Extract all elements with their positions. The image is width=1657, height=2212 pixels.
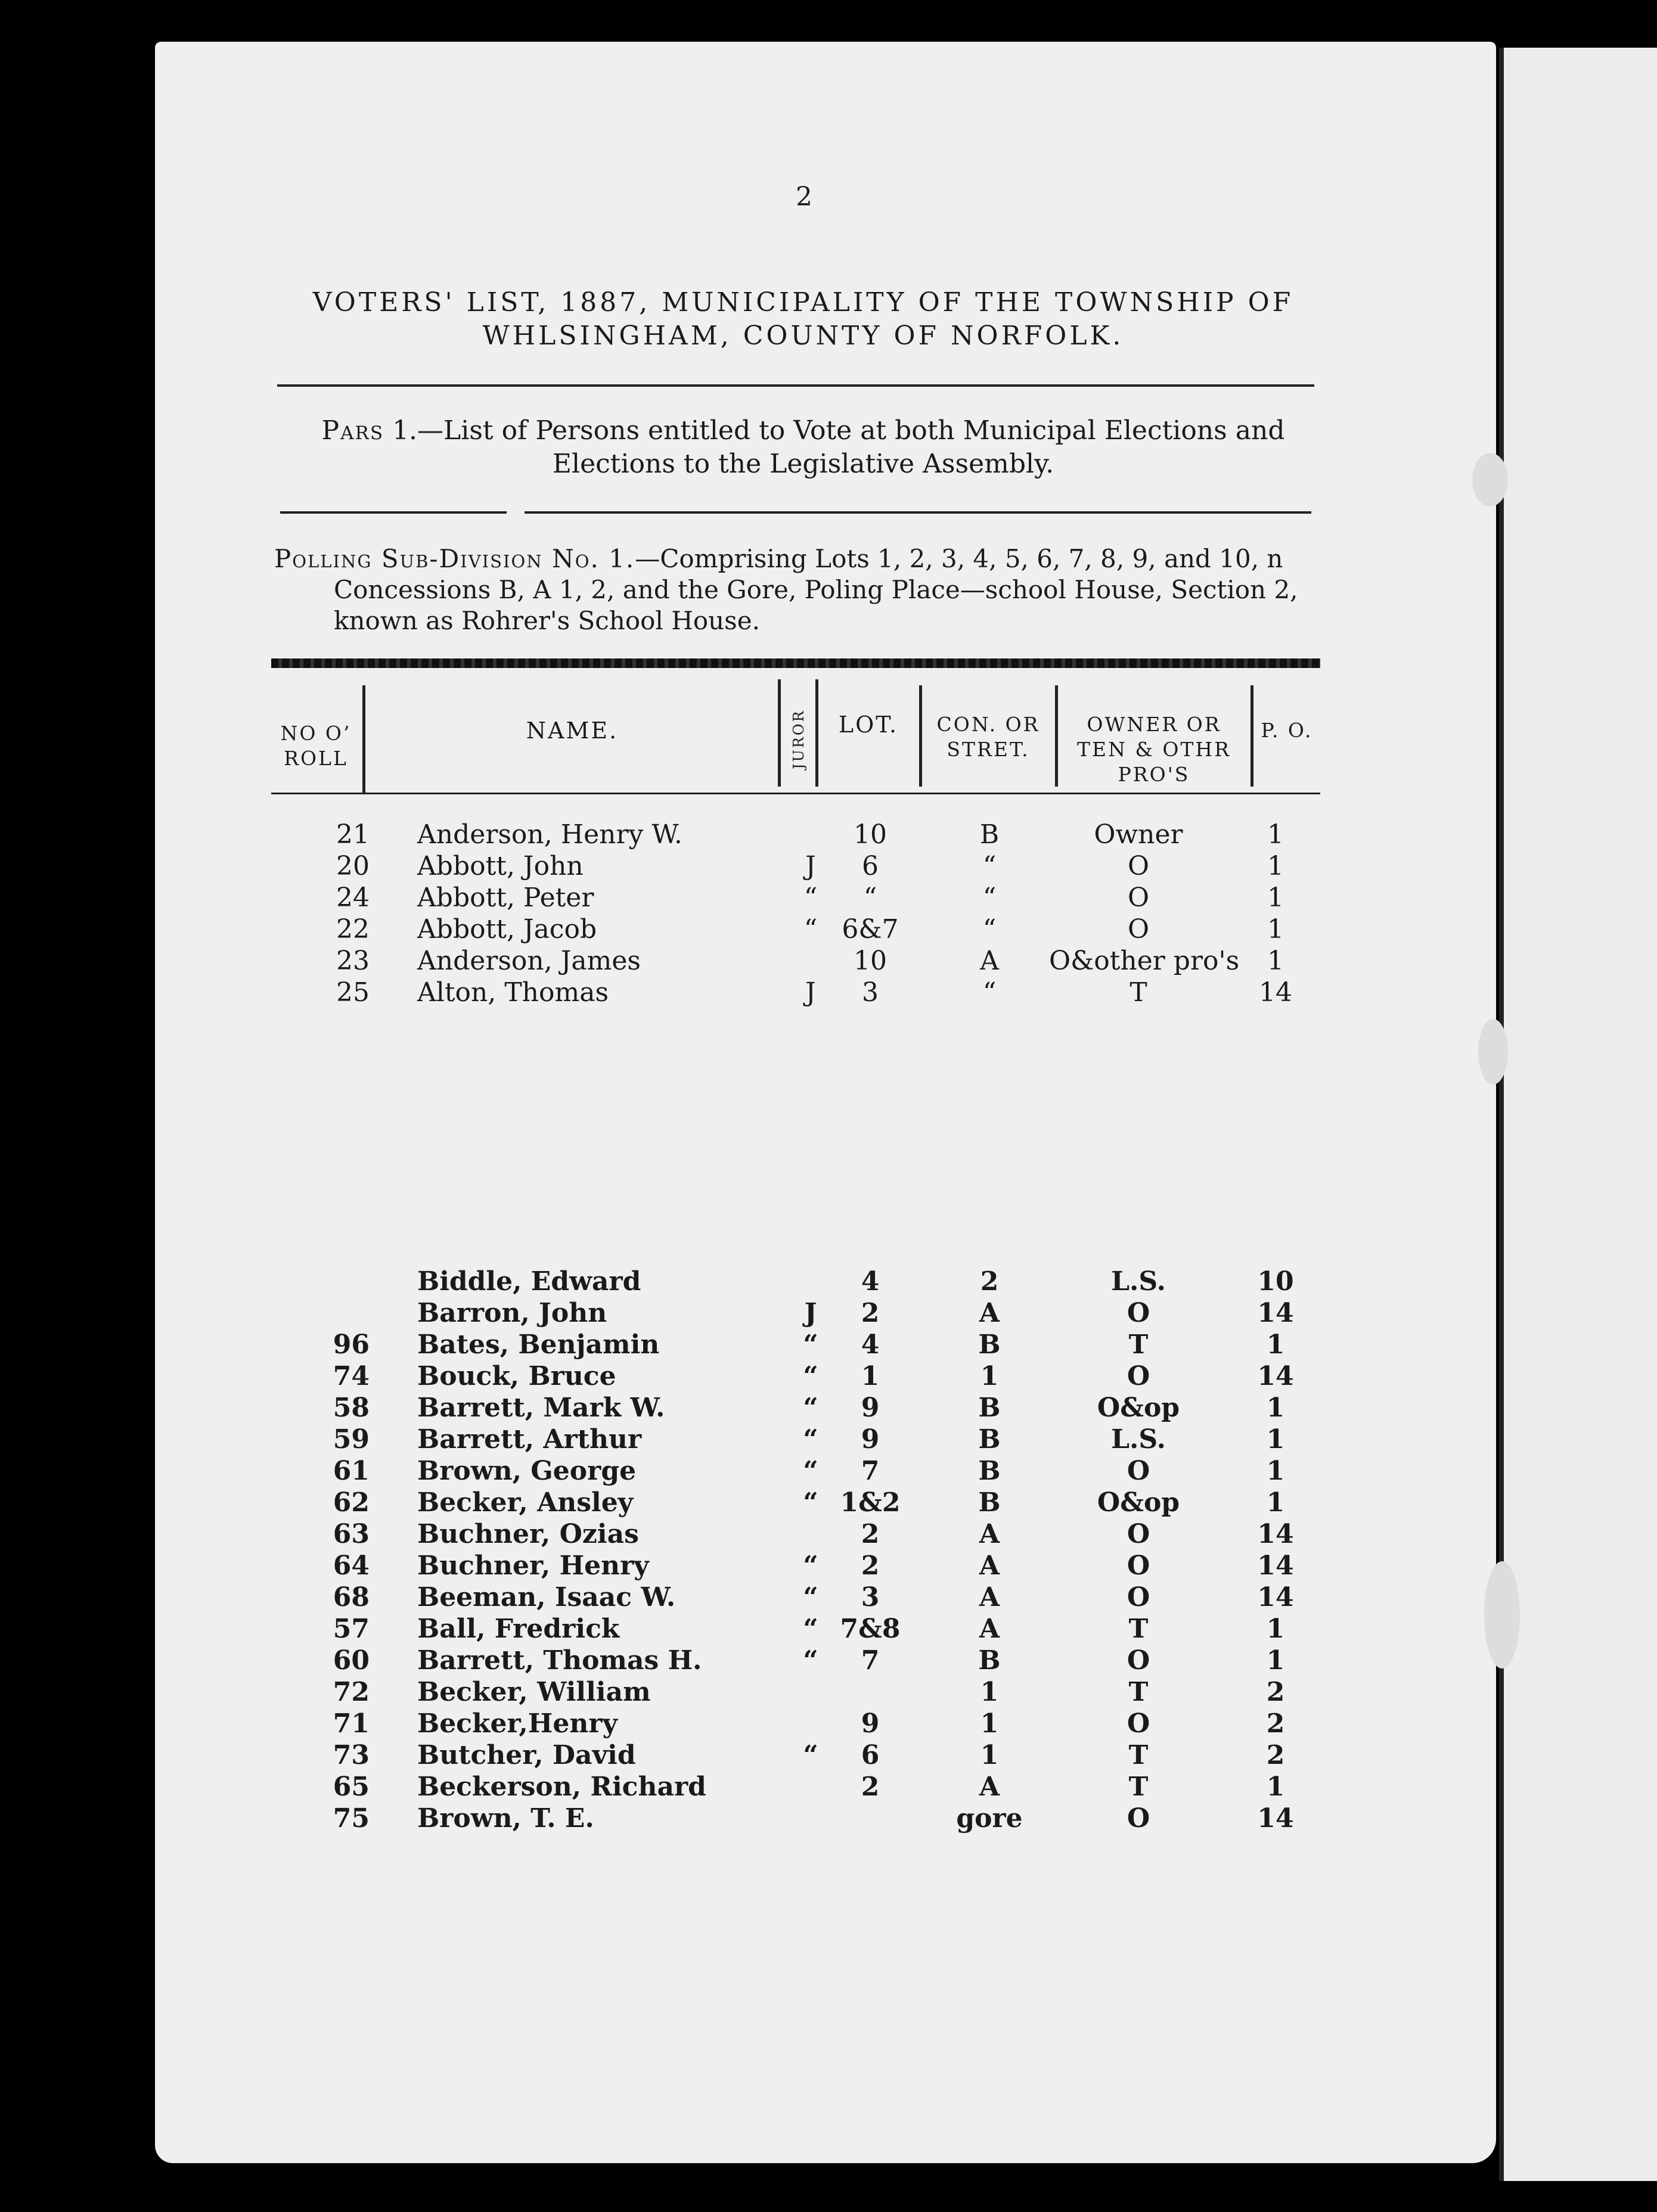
polling-lead: Polling Sub-Division No. 1. <box>274 544 635 573</box>
polling-subdivision <box>274 543 1389 636</box>
concession: “ <box>982 851 997 881</box>
voter-name: Barron, John <box>417 1298 607 1328</box>
concession: A <box>979 1298 1000 1328</box>
voter-name: Beeman, Isaac W. <box>417 1582 676 1613</box>
voter-name: Buchner, Ozias <box>417 1519 639 1549</box>
voter-name: Anderson, Henry W. <box>417 819 682 850</box>
concession: “ <box>982 914 997 945</box>
part-heading <box>280 414 1326 481</box>
roll-number: 63 <box>333 1519 370 1549</box>
roll-number: 23 <box>336 946 370 976</box>
post-office: 14 <box>1259 977 1292 1008</box>
concession: 2 <box>980 1266 999 1297</box>
owner-tenant: O <box>1127 914 1150 945</box>
post-office: 14 <box>1257 1361 1294 1391</box>
owner-tenant: T <box>1128 1677 1149 1707</box>
juror-mark: “ <box>803 1740 818 1770</box>
table-row <box>0 1456 1657 1488</box>
divider-rule-left <box>280 511 507 514</box>
voter-name: Brown, T. E. <box>417 1803 594 1834</box>
col-divider <box>919 685 922 787</box>
juror-mark: “ <box>803 1614 818 1644</box>
owner-tenant: T <box>1128 1614 1149 1644</box>
voter-name: Butcher, David <box>417 1740 636 1770</box>
voter-name: Anderson, James <box>417 946 641 976</box>
lot: 9 <box>861 1393 880 1423</box>
lot: 2 <box>861 1298 880 1328</box>
voter-name: Abbott, John <box>417 851 584 881</box>
owner-tenant: L.S. <box>1111 1424 1166 1455</box>
concession: 1 <box>980 1740 999 1770</box>
table-row <box>0 1424 1657 1456</box>
juror-mark: “ <box>803 1551 818 1581</box>
lot: 2 <box>861 1519 880 1549</box>
roll-number: 20 <box>336 851 370 881</box>
juror-mark: “ <box>803 1329 818 1360</box>
juror-mark: J <box>804 1298 817 1328</box>
lot: 9 <box>861 1708 880 1739</box>
roll-number: 71 <box>333 1708 370 1739</box>
juror-mark: “ <box>803 1424 818 1455</box>
header-con: CON. OR STRET. <box>936 713 1040 761</box>
juror-mark: “ <box>803 914 818 945</box>
juror-mark: “ <box>803 1582 818 1613</box>
voter-name: Beckerson, Richard <box>417 1772 706 1802</box>
roll-number: 24 <box>336 883 370 913</box>
post-office: 1 <box>1266 1424 1285 1455</box>
roll-number: 59 <box>333 1424 370 1455</box>
lot: 3 <box>862 977 879 1008</box>
title-line-2: WHLSINGHAM, COUNTY OF NORFOLK. <box>482 321 1124 351</box>
owner-tenant: L.S. <box>1111 1266 1166 1297</box>
roll-number: 60 <box>333 1645 370 1676</box>
voter-name: Becker, William <box>417 1677 651 1707</box>
owner-tenant: Owner <box>1094 819 1183 850</box>
roll-number: 25 <box>336 977 370 1008</box>
paper-tear <box>1478 1019 1508 1085</box>
voter-name: Barrett, Arthur <box>417 1424 642 1455</box>
voter-name: Ball, Fredrick <box>417 1614 620 1644</box>
post-office: 1 <box>1266 1393 1285 1423</box>
voter-name: Abbott, Jacob <box>417 914 597 945</box>
paper-tear <box>1484 1561 1520 1669</box>
lot: 2 <box>861 1772 880 1802</box>
table-row <box>0 1298 1657 1330</box>
juror-mark: J <box>805 977 816 1008</box>
roll-number: 58 <box>333 1393 370 1423</box>
concession: gore <box>956 1803 1023 1834</box>
table-row <box>0 851 1657 883</box>
owner-tenant: O <box>1127 1582 1150 1613</box>
owner-tenant: O&op <box>1097 1487 1180 1518</box>
table-row <box>0 1329 1657 1362</box>
table-row <box>0 819 1657 852</box>
table-row <box>0 1645 1657 1677</box>
juror-mark: J <box>805 851 816 881</box>
concession: B <box>978 1456 1001 1486</box>
post-office: 1 <box>1267 883 1284 913</box>
header-juror: JUROR <box>790 709 807 769</box>
juror-mark: “ <box>803 883 818 913</box>
concession: B <box>978 1424 1001 1455</box>
voter-name: Barrett, Thomas H. <box>417 1645 702 1676</box>
table-row <box>0 883 1657 915</box>
voter-name: Becker, Ansley <box>417 1487 634 1518</box>
concession: “ <box>982 883 997 913</box>
roll-number: 22 <box>336 914 370 945</box>
concession: B <box>978 1487 1001 1518</box>
lot: 7 <box>861 1645 880 1676</box>
lot: 7&8 <box>840 1614 901 1644</box>
owner-tenant: O <box>1127 1551 1150 1581</box>
table-row <box>0 946 1657 978</box>
voter-name: Bouck, Bruce <box>417 1361 616 1391</box>
owner-tenant: T <box>1128 1740 1149 1770</box>
header-owner: OWNER OR TEN & OTHR PRO'S <box>1076 713 1231 786</box>
post-office: 2 <box>1266 1708 1285 1739</box>
roll-number: 21 <box>336 819 370 850</box>
table-top-rule <box>271 658 1320 668</box>
part-line-1: 1.—List of Persons entitled to Vote at both Municipal Elections and <box>384 415 1285 446</box>
concession: B <box>978 1645 1001 1676</box>
post-office: 1 <box>1267 851 1284 881</box>
divider-rule <box>277 384 1314 387</box>
page-number: 2 <box>796 182 812 212</box>
table-row <box>0 1393 1657 1425</box>
document-page <box>155 42 1496 2163</box>
juror-mark: “ <box>803 1456 818 1486</box>
concession: A <box>980 946 999 976</box>
post-office: 2 <box>1266 1740 1285 1770</box>
lot: 6&7 <box>842 914 899 945</box>
table-row <box>0 977 1657 1009</box>
juror-mark: “ <box>803 1487 818 1518</box>
col-divider <box>778 679 781 787</box>
concession: 1 <box>980 1708 999 1739</box>
header-bottom-rule <box>271 793 1320 794</box>
owner-tenant: O <box>1127 1298 1150 1328</box>
post-office: 14 <box>1257 1519 1294 1549</box>
polling-text: —Comprising Lots 1, 2, 3, 4, 5, 6, 7, 8, 9, and 10, n Concessions B, A 1, 2, and the Gore, Poling Place—school House, Section 2, known as Rohrer's School House. <box>334 544 1298 635</box>
concession: A <box>979 1614 1000 1644</box>
table-row <box>0 1266 1657 1298</box>
post-office: 1 <box>1266 1456 1285 1486</box>
juror-mark: “ <box>803 1645 818 1676</box>
lot: 1&2 <box>840 1487 901 1518</box>
owner-tenant: O <box>1127 1645 1150 1676</box>
table-row <box>0 914 1657 946</box>
paper-tear <box>1472 453 1508 507</box>
table-row <box>0 1361 1657 1393</box>
lot: 3 <box>861 1582 880 1613</box>
roll-number: 73 <box>333 1740 370 1770</box>
owner-tenant: T <box>1130 977 1147 1008</box>
roll-number: 65 <box>333 1772 370 1802</box>
lot: 6 <box>861 1740 880 1770</box>
owner-tenant: O&op <box>1097 1393 1180 1423</box>
juror-mark: “ <box>803 1393 818 1423</box>
roll-number: 75 <box>333 1803 370 1834</box>
post-office: 1 <box>1267 819 1284 850</box>
divider-rule-right <box>525 511 1311 514</box>
table-row <box>0 1582 1657 1614</box>
lot: 6 <box>862 851 879 881</box>
roll-number: 72 <box>333 1677 370 1707</box>
roll-number: 57 <box>333 1614 370 1644</box>
title-line-1: VOTERS' LIST, 1887, MUNICIPALITY OF THE TOWNSHIP OF <box>312 287 1294 318</box>
lot: 4 <box>861 1329 880 1360</box>
header-no-roll: NO O’ ROLL <box>280 722 352 770</box>
lot: 10 <box>854 946 887 976</box>
post-office: 1 <box>1266 1772 1285 1802</box>
juror-mark: “ <box>803 1361 818 1391</box>
voter-name: Biddle, Edward <box>417 1266 641 1297</box>
lot: 7 <box>861 1456 880 1486</box>
table-row <box>0 1551 1657 1583</box>
owner-tenant: O <box>1127 1361 1150 1391</box>
facing-page-edge <box>1499 48 1657 2181</box>
table-row <box>0 1772 1657 1804</box>
part-line-2: Elections to the Legislative Assembly. <box>552 449 1054 479</box>
part-prefix: Pars <box>321 415 384 446</box>
lot: 4 <box>861 1266 880 1297</box>
concession: B <box>979 819 1000 850</box>
header-po: P. O. <box>1261 719 1313 742</box>
post-office: 14 <box>1257 1551 1294 1581</box>
concession: B <box>978 1393 1001 1423</box>
post-office: 14 <box>1257 1298 1294 1328</box>
table-row <box>0 1803 1657 1835</box>
col-divider <box>362 685 365 793</box>
owner-tenant: O <box>1127 883 1150 913</box>
roll-number: 96 <box>333 1329 370 1360</box>
owner-tenant: O <box>1127 1456 1150 1486</box>
post-office: 14 <box>1257 1582 1294 1613</box>
document-title <box>280 286 1326 353</box>
voter-name: Buchner, Henry <box>417 1551 649 1581</box>
post-office: 10 <box>1257 1266 1294 1297</box>
post-office: 1 <box>1267 914 1284 945</box>
voter-name: Abbott, Peter <box>417 883 594 913</box>
header-name: NAME. <box>526 717 619 744</box>
table-row <box>0 1487 1657 1520</box>
concession: A <box>979 1582 1000 1613</box>
table-row <box>0 1740 1657 1772</box>
table-row <box>0 1708 1657 1741</box>
roll-number: 64 <box>333 1551 370 1581</box>
lot: 1 <box>861 1361 880 1391</box>
owner-tenant: O <box>1127 851 1150 881</box>
table-row <box>0 1519 1657 1551</box>
owner-tenant: O <box>1127 1519 1150 1549</box>
owner-tenant: O <box>1127 1708 1150 1739</box>
post-office: 1 <box>1266 1645 1285 1676</box>
post-office: 1 <box>1266 1614 1285 1644</box>
concession: 1 <box>980 1361 999 1391</box>
post-office: 1 <box>1267 946 1284 976</box>
owner-tenant: O&other pro's <box>1049 946 1240 976</box>
concession: A <box>979 1551 1000 1581</box>
lot: 9 <box>861 1424 880 1455</box>
voter-name: Bates, Benjamin <box>417 1329 660 1360</box>
post-office: 1 <box>1266 1329 1285 1360</box>
table-row <box>0 1677 1657 1709</box>
col-divider <box>1055 685 1058 787</box>
owner-tenant: O <box>1127 1803 1150 1834</box>
owner-tenant: T <box>1128 1772 1149 1802</box>
owner-tenant: T <box>1128 1329 1149 1360</box>
roll-number: 68 <box>333 1582 370 1613</box>
lot: “ <box>863 883 877 913</box>
voter-name: Brown, George <box>417 1456 637 1486</box>
voter-name: Barrett, Mark W. <box>417 1393 665 1423</box>
concession: A <box>979 1772 1000 1802</box>
lot: 2 <box>861 1551 880 1581</box>
voter-name: Becker,Henry <box>417 1708 618 1739</box>
post-office: 14 <box>1257 1803 1294 1834</box>
concession: “ <box>982 977 997 1008</box>
header-lot: LOT. <box>838 712 899 738</box>
concession: 1 <box>980 1677 999 1707</box>
post-office: 1 <box>1266 1487 1285 1518</box>
lot: 10 <box>854 819 887 850</box>
roll-number: 74 <box>333 1361 370 1391</box>
col-divider <box>1250 685 1253 787</box>
roll-number: 61 <box>333 1456 370 1486</box>
roll-number: 62 <box>333 1487 370 1518</box>
concession: A <box>979 1519 1000 1549</box>
concession: B <box>978 1329 1001 1360</box>
table-row <box>0 1614 1657 1646</box>
voter-name: Alton, Thomas <box>417 977 609 1008</box>
post-office: 2 <box>1266 1677 1285 1707</box>
